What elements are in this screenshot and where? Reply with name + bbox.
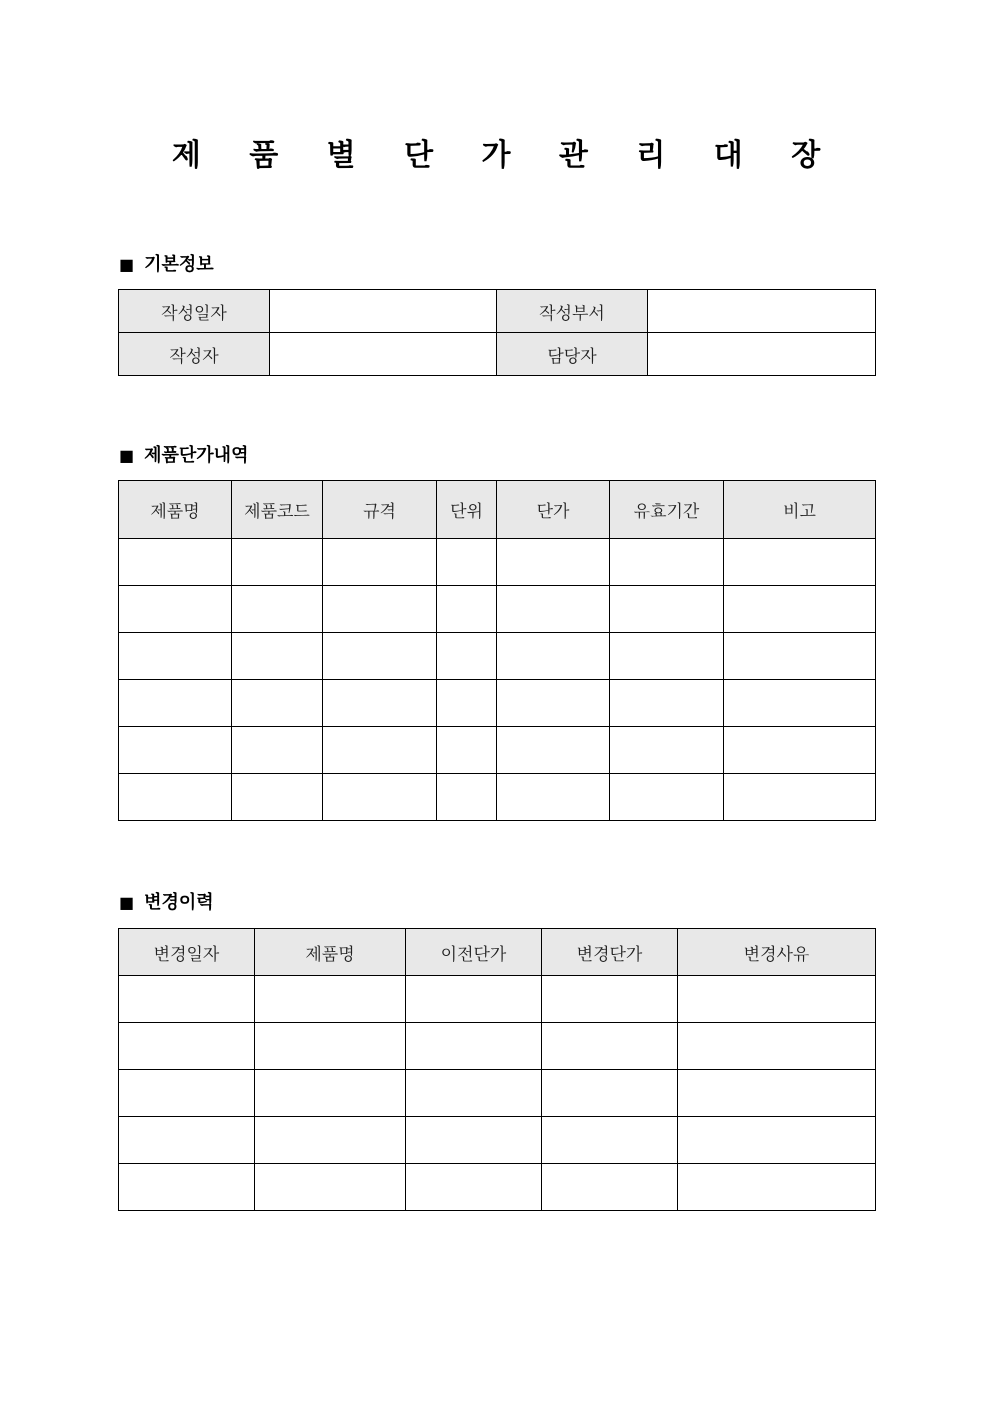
table-cell[interactable] [406, 1023, 542, 1070]
table-cell[interactable] [724, 539, 876, 586]
column-header: 단위 [437, 481, 497, 539]
table-cell[interactable] [678, 1070, 876, 1117]
column-header: 제품명 [255, 929, 406, 976]
table-cell[interactable] [119, 727, 232, 774]
table-cell[interactable] [497, 633, 610, 680]
table-cell[interactable] [678, 1164, 876, 1211]
table-cell[interactable] [119, 976, 255, 1023]
table-cell[interactable] [542, 976, 678, 1023]
table-row [119, 680, 876, 727]
table-cell[interactable] [437, 680, 497, 727]
table-cell[interactable] [255, 1164, 406, 1211]
table-cell[interactable] [497, 727, 610, 774]
table-cell[interactable] [497, 680, 610, 727]
column-header: 이전단가 [406, 929, 542, 976]
table-cell[interactable] [323, 774, 437, 821]
table-cell[interactable] [497, 586, 610, 633]
table-cell[interactable] [437, 539, 497, 586]
column-header: 제품코드 [232, 481, 323, 539]
table-cell[interactable] [437, 727, 497, 774]
table-cell[interactable] [724, 633, 876, 680]
section-heading-basic-info [119, 254, 214, 276]
table-cell[interactable] [255, 976, 406, 1023]
price-list-table [118, 480, 876, 821]
table-cell[interactable] [678, 976, 876, 1023]
table-cell[interactable] [610, 586, 724, 633]
table-cell[interactable] [497, 539, 610, 586]
table-cell[interactable] [119, 633, 232, 680]
label-cell: 작성일자 [119, 290, 270, 333]
table-cell[interactable] [232, 586, 323, 633]
table-cell[interactable] [323, 680, 437, 727]
table-cell[interactable] [255, 1023, 406, 1070]
table-header-row [119, 481, 876, 539]
label-cell: 작성부서 [497, 290, 648, 333]
section-heading-label: 기본정보 [144, 254, 214, 275]
table-cell[interactable] [232, 680, 323, 727]
column-header: 제품명 [119, 481, 232, 539]
table-cell[interactable] [610, 680, 724, 727]
table-cell[interactable] [232, 539, 323, 586]
table-cell[interactable] [323, 539, 437, 586]
table-cell[interactable] [119, 586, 232, 633]
person-in-charge-field[interactable] [648, 333, 876, 376]
table-row [119, 727, 876, 774]
table-cell[interactable] [437, 633, 497, 680]
table-cell[interactable] [255, 1117, 406, 1164]
table-cell[interactable] [542, 1117, 678, 1164]
basic-info-table [118, 289, 876, 376]
author-field[interactable] [270, 333, 497, 376]
table-row [119, 633, 876, 680]
column-header: 규격 [323, 481, 437, 539]
table-row [119, 539, 876, 586]
table-row [119, 1164, 876, 1211]
table-cell[interactable] [678, 1023, 876, 1070]
table-cell[interactable] [232, 633, 323, 680]
table-cell[interactable] [724, 586, 876, 633]
label-cell: 담당자 [497, 333, 648, 376]
table-cell[interactable] [406, 976, 542, 1023]
table-cell[interactable] [724, 680, 876, 727]
table-header-row [119, 929, 876, 976]
section-heading-label: 제품단가내역 [144, 445, 249, 466]
table-row [119, 976, 876, 1023]
table-cell[interactable] [610, 727, 724, 774]
table-cell[interactable] [119, 1023, 255, 1070]
column-header: 유효기간 [610, 481, 724, 539]
table-cell[interactable] [610, 539, 724, 586]
table-cell[interactable] [437, 774, 497, 821]
table-cell[interactable] [119, 1070, 255, 1117]
table-cell[interactable] [255, 1070, 406, 1117]
table-row [119, 1023, 876, 1070]
change-history-table [118, 928, 876, 1211]
table-row [119, 586, 876, 633]
square-bullet-icon: ■ [119, 893, 135, 912]
label-cell: 작성자 [119, 333, 270, 376]
table-cell[interactable] [678, 1117, 876, 1164]
table-cell[interactable] [323, 586, 437, 633]
department-field[interactable] [648, 290, 876, 333]
document-title: 제 품 별 단 가 관 리 대 장 [171, 138, 840, 173]
table-row [119, 1070, 876, 1117]
table-cell[interactable] [542, 1070, 678, 1117]
table-row [119, 774, 876, 821]
table-cell[interactable] [119, 539, 232, 586]
table-cell[interactable] [437, 586, 497, 633]
table-cell[interactable] [119, 1117, 255, 1164]
written-date-field[interactable] [270, 290, 497, 333]
table-cell[interactable] [610, 774, 724, 821]
table-cell[interactable] [497, 774, 610, 821]
column-header: 변경사유 [678, 929, 876, 976]
table-row [119, 290, 876, 333]
table-cell[interactable] [232, 774, 323, 821]
table-cell[interactable] [406, 1164, 542, 1211]
table-cell[interactable] [724, 727, 876, 774]
column-header: 단가 [497, 481, 610, 539]
section-heading-change-history [119, 892, 214, 914]
section-heading-price-list [119, 445, 248, 467]
table-cell[interactable] [323, 633, 437, 680]
table-cell[interactable] [406, 1117, 542, 1164]
table-cell[interactable] [232, 727, 323, 774]
table-cell[interactable] [323, 727, 437, 774]
section-heading-label: 변경이력 [144, 892, 214, 913]
table-cell[interactable] [610, 633, 724, 680]
column-header: 변경단가 [542, 929, 678, 976]
square-bullet-icon: ■ [119, 255, 135, 274]
table-row [119, 1117, 876, 1164]
square-bullet-icon: ■ [119, 446, 135, 465]
table-cell[interactable] [119, 774, 232, 821]
column-header: 변경일자 [119, 929, 255, 976]
table-cell[interactable] [119, 680, 232, 727]
column-header: 비고 [724, 481, 876, 539]
table-row [119, 333, 876, 376]
table-cell[interactable] [119, 1164, 255, 1211]
table-cell[interactable] [724, 774, 876, 821]
table-cell[interactable] [406, 1070, 542, 1117]
table-cell[interactable] [542, 1023, 678, 1070]
table-cell[interactable] [542, 1164, 678, 1211]
